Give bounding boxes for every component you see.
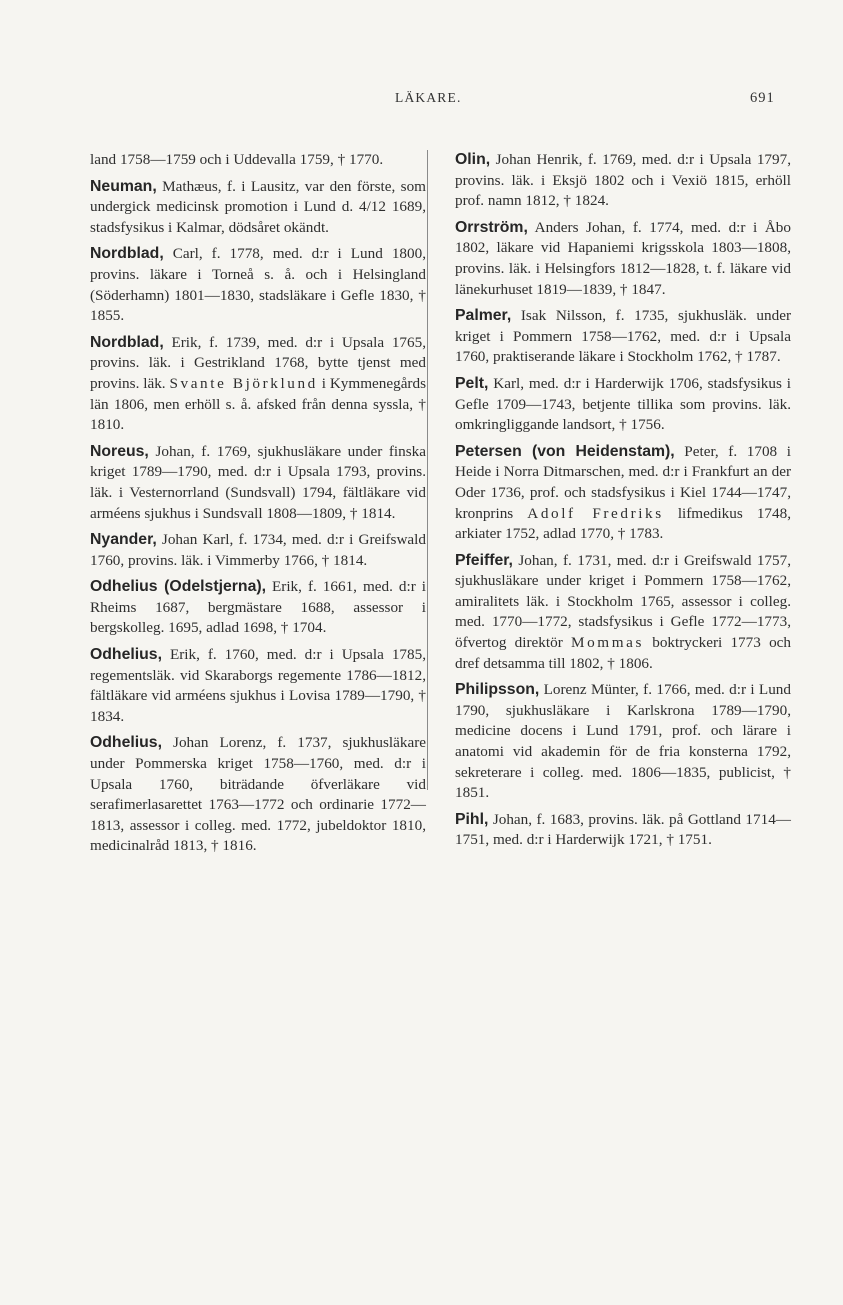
entry (90, 177, 426, 239)
entry-text: Lorenz Münter, f. 1766, med. d:r i Lund 1790, sjukhusläkare i Karlskrona 1789—1790, medicine docens i Lund 1791, prof. och lärare i anatomi vid akademin för de fria konsterna 1792, sekreterare i colleg. med. 1806—1835, publicist, † 1851. (455, 681, 791, 802)
spaced-name: Svante Björklund (169, 374, 318, 392)
column-divider (427, 150, 428, 790)
entry-name: Noreus, (90, 442, 149, 460)
entry-name: Nordblad, (90, 333, 164, 351)
spaced-name: Mommas (571, 634, 644, 652)
entry-name: Palmer, (455, 307, 512, 325)
entry (90, 577, 426, 639)
entry-text: Johan, f. 1731, med. d:r i Greifswald 1757, sjukhusläkare under kriget i Pommern 1758—1762, amiralitets läk. i Stockholm 1765, assessor i colleg. med. 1770—1772, stadsfysikus i Gefle 1772—1773, öfvertog direktör (455, 551, 791, 652)
entry (90, 442, 426, 524)
entry (455, 306, 791, 368)
page-number: 691 (750, 90, 775, 106)
entry (90, 333, 426, 436)
entry-name: Orrström, (455, 218, 528, 236)
entry (455, 374, 791, 436)
entry-text: Isak Nilsson, f. 1735, sjukhusläk. under kriget i Pommern 1758—1762, med. d:r i Upsala 1760, praktiserande läkare i Stockholm 1762, † 1787. (455, 307, 791, 366)
spaced-name: Adolf Fredriks (527, 504, 664, 522)
right-column (455, 150, 791, 857)
entry-name: Pihl, (455, 810, 489, 828)
entry-name: Pfeiffer, (455, 551, 513, 569)
entry-name: Philipsson, (455, 681, 540, 699)
entry-name: Petersen (von Heidenstam), (455, 442, 675, 460)
entry (90, 244, 426, 326)
entry-text: Erik, f. 1739, med. d:r i Upsala 1765, provins. läk. i Gestrikland 1768, bytte tjenst med provins. läk. (90, 333, 426, 392)
entry-text-continued: boktryckeri 1773 och dref detsamma till 1802, † 1806. (455, 634, 791, 672)
entry (455, 442, 791, 545)
entry-name: Neuman, (90, 177, 157, 195)
entry-text-continued: i Kymmenegårds län 1806, men erhöll s. å. afsked från denna syssla, † 1810. (90, 374, 426, 434)
entry-text: Karl, med. d:r i Harderwijk 1706, stadsfysikus i Gefle 1709—1743, betjente tillika som provins. läk. omkringliggande landsort, † 1756. (455, 374, 791, 434)
entry-text: Johan, f. 1683, provins. läk. på Gottland 1714—1751, med. d:r i Harderwijk 1721, † 1751. (455, 810, 791, 849)
entry-text: Carl, f. 1778, med. d:r i Lund 1800, provins. läkare i Torneå s. å. och i Helsingland (Söderhamn) 1801—1830, stadsläkare i Gefle 1830, † 1855. (90, 245, 426, 325)
entry-text: Johan, f. 1769, sjukhusläkare under finska kriget 1789—1790, med. d:r i Upsala 1793, provins. läk. i Vesternorrland (Sundsvall) 1794, fältläkare vid arméens sjukhus i Sundsvall 1808—1809, † 1814. (90, 442, 426, 522)
entry-text: Johan Lorenz, f. 1737, sjukhusläkare under Pommerska kriget 1758—1760, med. d:r i Upsala 1760, biträdande öfverläkare vid serafimerlasarettet 1763—1772 och ordinarie 1772—1813, assessor i colleg. med. 1772, jubeldoktor 1810, medicinalråd 1813, † 1816. (90, 734, 426, 855)
entry-name: Odhelius, (90, 646, 162, 664)
entry-text: Anders Johan, f. 1774, med. d:r i Åbo 1802, läkare vid Hapaniemi krigsskola 1803—1808, provins. läk. i Helsingfors 1812—1828, t. f. läkare vid länekurhuset 1819—1839, † 1847. (455, 218, 791, 298)
entry-text: Mathæus, f. i Lausitz, var den förste, som undergick medicinsk promotion i Lund d. 4/12 1689, stadsfysikus i Kalmar, dödsåret okändt. (90, 177, 426, 236)
entry-name: Odhelius, (90, 734, 162, 752)
entry-name: Olin, (455, 151, 491, 168)
entry-text: land 1758—1759 och i Uddevalla 1759, † 1770. (90, 151, 384, 168)
entry (90, 530, 426, 571)
running-head: LÄKARE. (395, 90, 462, 105)
entry-name: Nyander, (90, 531, 157, 549)
entry-text: Peter, f. 1708 i Heide i Norra Ditmarschen, med. d:r i Frankfurt an der Oder 1736, prof. och stadsfysikus i Kiel 1744—1747, kronprins (455, 442, 791, 522)
entry (90, 733, 426, 857)
entry (455, 680, 791, 804)
entry-name: Odhelius (Odelstjerna), (90, 578, 266, 596)
entry (455, 218, 791, 300)
entry (90, 150, 426, 171)
left-column (90, 150, 426, 863)
entry (455, 551, 791, 675)
entry (90, 645, 426, 727)
entry-text-continued: lifmedikus 1748, arkiater 1752, adlad 1770, † 1783. (455, 504, 791, 543)
entry (455, 810, 791, 851)
entry-text: Erik, f. 1661, med. d:r i Rheims 1687, bergmästare 1688, assessor i bergskolleg. 1695, adlad 1698, † 1704. (90, 578, 426, 637)
entry-text: Johan Karl, f. 1734, med. d:r i Greifswald 1760, provins. läk. i Vimmerby 1766, † 1814. (90, 531, 426, 569)
entry-name: Pelt, (455, 374, 489, 392)
entry-text: Erik, f. 1760, med. d:r i Upsala 1785, regementsläk. vid Skaraborgs regemente 1786—1812, fältläkare vid arméens sjukhus i Lovisa 1789—1790, † 1834. (90, 646, 426, 725)
entry-name: Nordblad, (90, 245, 164, 263)
entry-text: Johan Henrik, f. 1769, med. d:r i Upsala 1797, provins. läk. i Eksjö 1802 och i Vexiö 1815, erhöll prof. namn 1812, † 1824. (455, 151, 791, 210)
entry (455, 150, 791, 212)
